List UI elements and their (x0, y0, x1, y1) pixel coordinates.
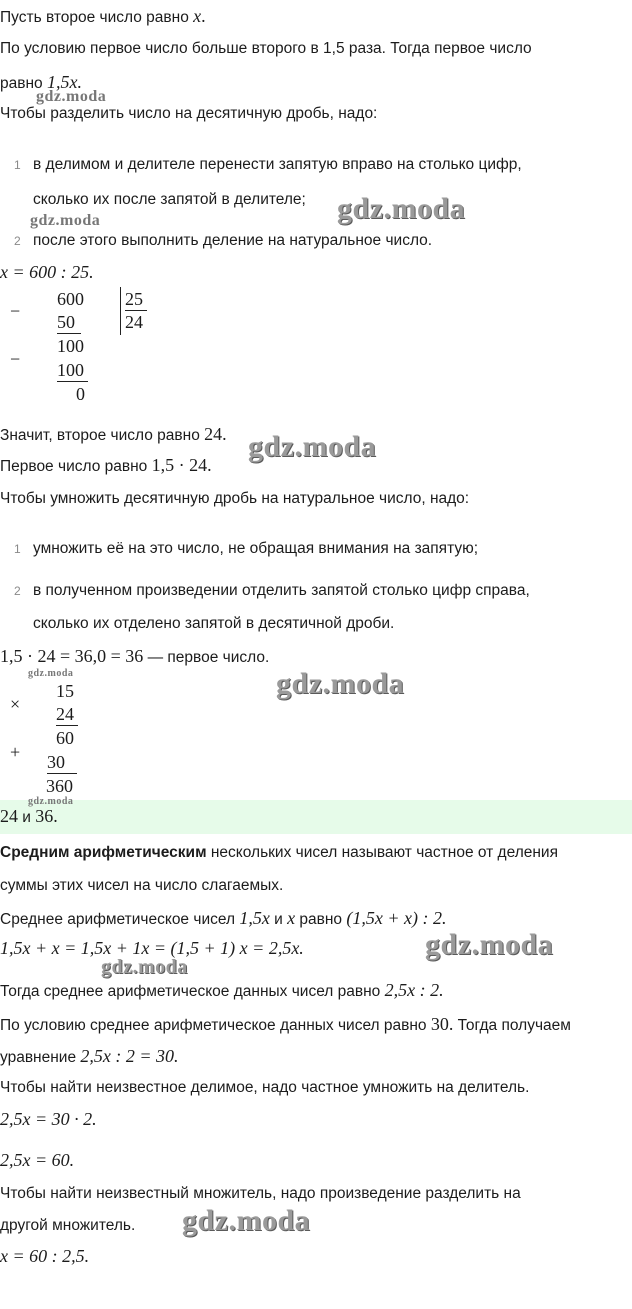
watermark: gdz.moda (28, 796, 74, 807)
watermark: gdz.moda (337, 192, 466, 225)
equation: x = 600 : 25. (0, 262, 94, 282)
watermark: gdz.moda (36, 88, 107, 105)
watermark: gdz.moda (248, 430, 377, 463)
equation: 2,5x = 60. (0, 1150, 75, 1170)
product: 360 (46, 776, 73, 796)
text-line: Значит, второе число равно 24. (0, 424, 227, 444)
list-item-continuation: сколько их после запятой в делителе; (33, 191, 306, 208)
plus-sign: + (10, 742, 21, 762)
watermark: gdz.moda (101, 956, 188, 978)
list-number: 2 (14, 584, 21, 598)
multiplicand: 15 (56, 681, 74, 701)
equation: 1,5x + x = 1,5x + 1x = (1,5 + 1) x = 2,5x. (0, 938, 304, 958)
list-item: в делимом и делителе перенести запятую вправо на столько цифр, (33, 156, 522, 173)
list-item: после этого выполнить деление на натуральное число. (33, 232, 433, 249)
list-item-continuation: сколько их отделено запятой в десятичной дроби. (33, 615, 395, 632)
division-bar (120, 287, 121, 335)
text-line: суммы этих чисел на число слагаемых. (0, 877, 284, 894)
minus-sign: − (10, 349, 21, 369)
partial-product: 30 (47, 751, 77, 774)
list-item: в полученном произведении отделить запятой столько цифр справа, (33, 582, 530, 599)
text-line: По условию среднее арифметическое данных чисел равно 30. Тогда получаем (0, 1014, 571, 1034)
equation: 2,5x = 30 · 2. (0, 1109, 97, 1129)
text-line: другой множитель. (0, 1217, 136, 1234)
subtrahend: 50 (57, 311, 81, 334)
remainder: 100 (57, 336, 84, 356)
minus-sign: − (10, 301, 21, 321)
text-line: Чтобы найти неизвестный множитель, надо произведение разделить на (0, 1185, 521, 1202)
list-number: 1 (14, 542, 21, 556)
watermark: gdz.moda (30, 212, 101, 229)
text-line: Пусть второе число равно x. (0, 6, 206, 26)
list-number: 2 (14, 234, 21, 248)
subtrahend: 100 (57, 359, 88, 382)
text-line: Тогда среднее арифметическое данных чисел равно 2,5x : 2. (0, 980, 444, 1000)
text-line: Чтобы умножить десятичную дробь на натуральное число, надо: (0, 490, 470, 507)
text-line: Чтобы найти неизвестное делимое, надо частное умножить на делитель. (0, 1079, 530, 1096)
watermark: gdz.moda (276, 667, 405, 700)
text-line: уравнение 2,5x : 2 = 30. (0, 1046, 179, 1066)
watermark: gdz.moda (425, 928, 554, 961)
quotient: 24 (125, 312, 143, 332)
text-line: Первое число равно 1,5 · 24. (0, 455, 212, 475)
watermark: gdz.moda (28, 668, 74, 679)
text-line: Чтобы разделить число на десятичную дробь, надо: (0, 105, 378, 122)
text-line: Средним арифметическим нескольких чисел называют частное от деления (0, 844, 558, 861)
list-number: 1 (14, 158, 21, 172)
list-item: умножить её на это число, не обращая внимания на запятую; (33, 540, 479, 557)
multiplier: 24 (56, 703, 78, 726)
text-line: По условию первое число больше второго в 1,5 раза. Тогда первое число (0, 40, 532, 57)
equation: 1,5 · 24 = 36,0 = 36 — первое число. (0, 646, 270, 666)
watermark: gdz.moda (182, 1204, 311, 1237)
answer-text: 24 и 36. (0, 806, 58, 826)
text-line: равно 1,5x. (0, 72, 82, 92)
divisor: 25 (125, 288, 147, 311)
text-line: Среднее арифметическое чисел 1,5x и x равно (1,5x + x) : 2. (0, 908, 447, 928)
times-sign: × (10, 694, 21, 714)
equation: x = 60 : 2,5. (0, 1246, 90, 1266)
partial-product: 60 (56, 728, 74, 748)
dividend: 600 (57, 289, 84, 309)
remainder: 0 (76, 384, 85, 404)
answer-row (0, 800, 632, 834)
